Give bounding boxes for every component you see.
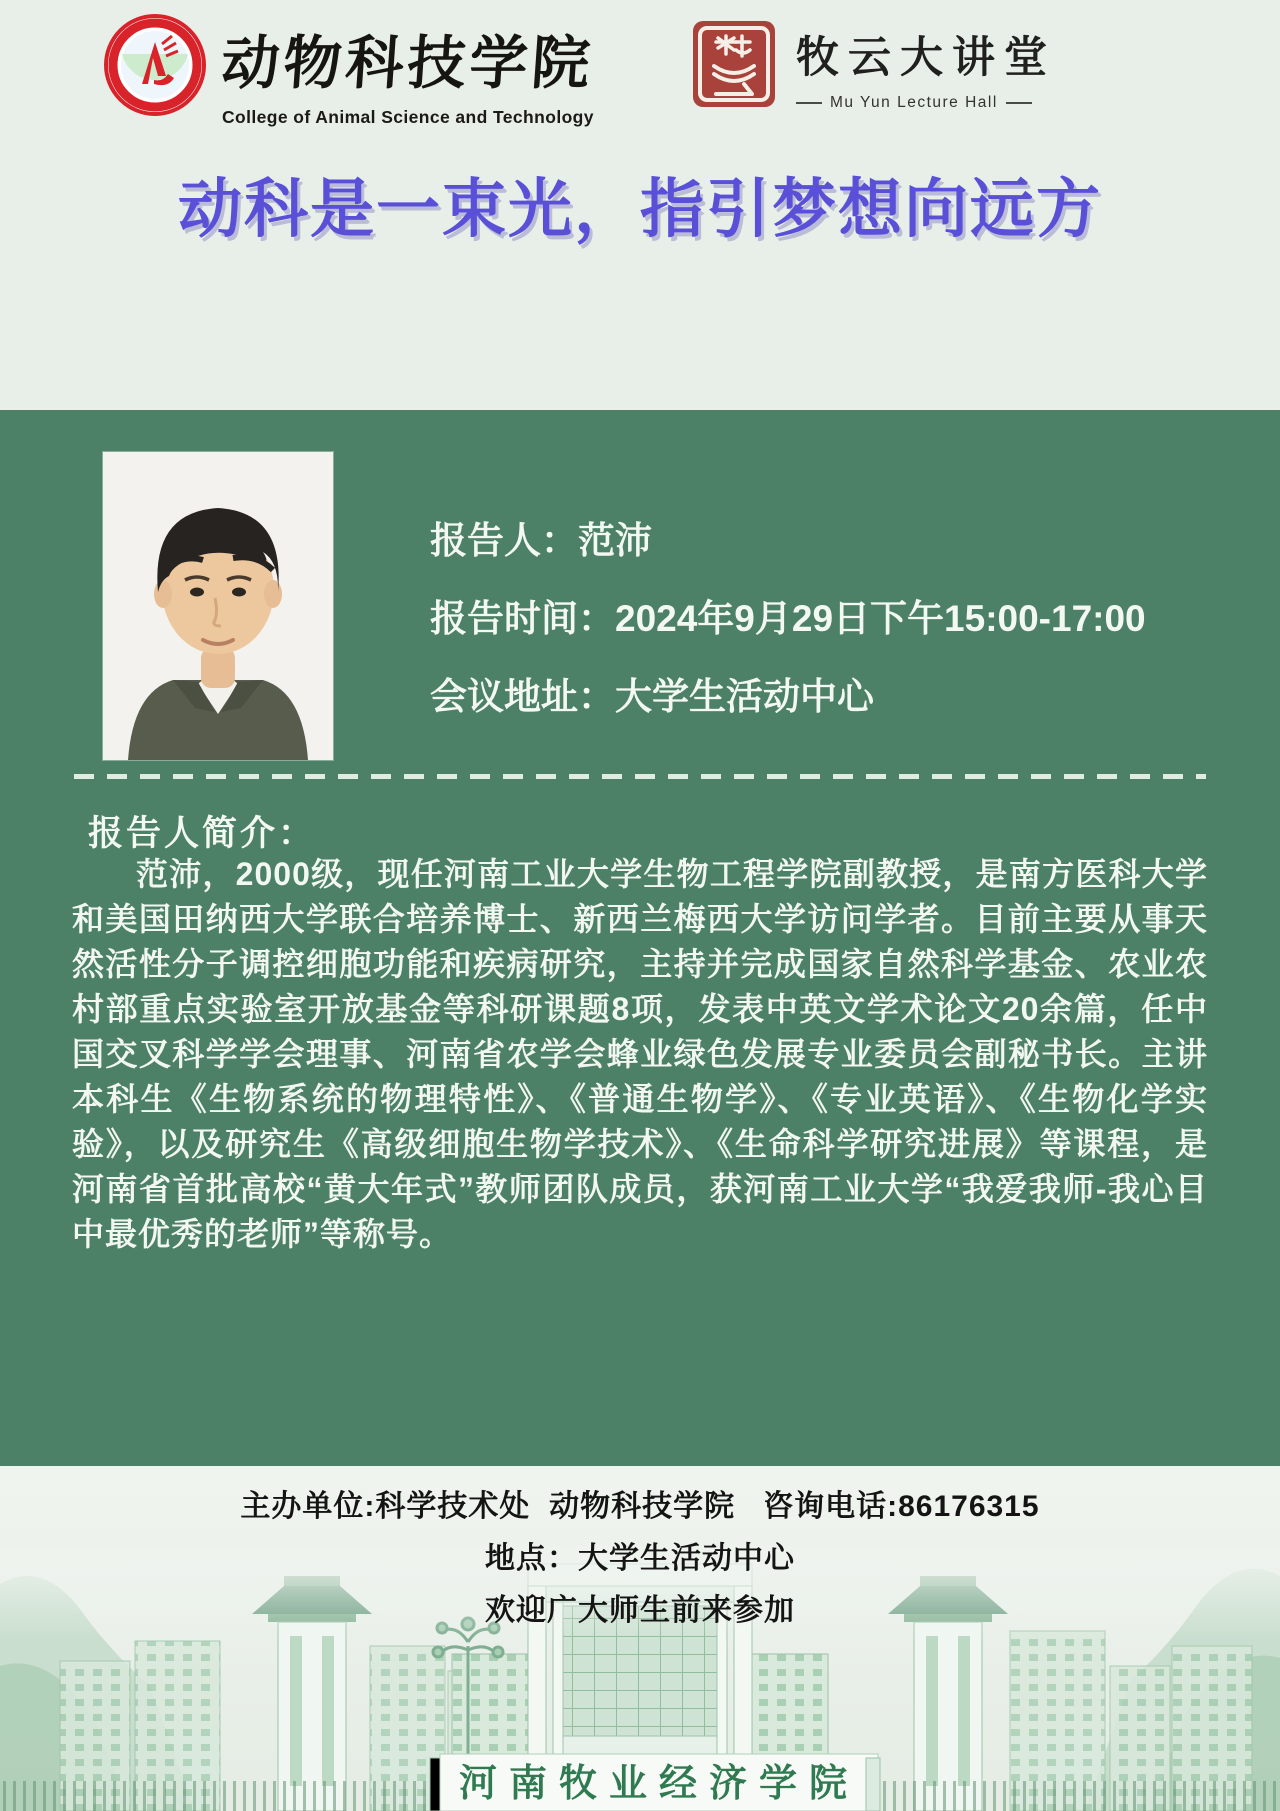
footer-section: [0, 1466, 1280, 1811]
speaker-time-label: 报告时间：: [430, 598, 615, 639]
speaker-time-value: 2024年9月29日下午15:00-17:00: [615, 598, 1146, 639]
left-rule: [796, 102, 822, 104]
college-name-en: College of Animal Science and Technology: [222, 107, 594, 127]
welcome-line: 欢迎广大师生前来参加: [485, 1594, 795, 1627]
organizer-line: 主办单位:科学技术处 动物科技学院 咨询电话:86176315: [240, 1490, 1040, 1523]
hall-name-en: Mu Yun Lecture Hall: [830, 94, 998, 111]
college-name-cn: 动物科技学院: [219, 29, 597, 97]
right-rule: [1006, 102, 1032, 104]
poster-title: 动科是一束光，指引梦想向远方: [178, 173, 1102, 245]
muyun-seal-icon: [690, 18, 778, 110]
bio-heading: 报告人简介：: [88, 814, 317, 853]
speaker-name-label: 报告人：: [430, 520, 578, 561]
campus-sign-text: 河南牧业经济学院: [458, 1760, 860, 1805]
event-info: [430, 516, 1146, 721]
college-title-block: [219, 16, 597, 128]
speaker-name-row: [430, 516, 1146, 565]
hall-name-cn: 牧云大讲堂: [796, 34, 1056, 82]
footer-lines: [0, 1486, 1280, 1631]
location-line: 地点：大学生活动中心: [485, 1542, 795, 1575]
hall-name-en-row: [796, 94, 1056, 112]
speaker-venue-row: [430, 672, 1146, 721]
college-seal-icon: [104, 14, 206, 116]
dashed-divider: [74, 774, 1206, 779]
speaker-venue-value: 大学生活动中心: [615, 676, 874, 717]
speaker-photo: [103, 452, 333, 760]
bio-paragraph: 范沛，2000级，现任河南工业大学生物工程学院副教授，是南方医科大学和美国田纳西大学联合培养博士、新西兰梅西大学访问学者。目前主要从事天然活性分子调控细胞功能和疾病研究，主持并完成国家自然科学基金、农业农村部重点实验室开放基金等科研课题8项，发表中英文学术论文20余篇，任中国交叉科学学会理事、河南省农学会蜂业绿色发展专业委员会副秘书长。主讲本科生《生物系统的物理特性》、《普通生物学》、《专业英语》、《生物化学实验》，以及研究生《高级细胞生物学技术》、《生命科学研究进展》等课程，是河南省首批高校“黄大年式”教师团队成员，获河南工业大学“我爱我师-我心目中最优秀的老师”等称号。: [72, 856, 1208, 1252]
speaker-time-row: [430, 594, 1146, 643]
speaker-venue-label: 会议地址：: [430, 676, 615, 717]
hall-title-block: [796, 24, 1056, 112]
top-band: [0, 0, 1280, 410]
speaker-name-value: 范沛: [578, 520, 652, 561]
speaker-section: [0, 410, 1280, 1466]
